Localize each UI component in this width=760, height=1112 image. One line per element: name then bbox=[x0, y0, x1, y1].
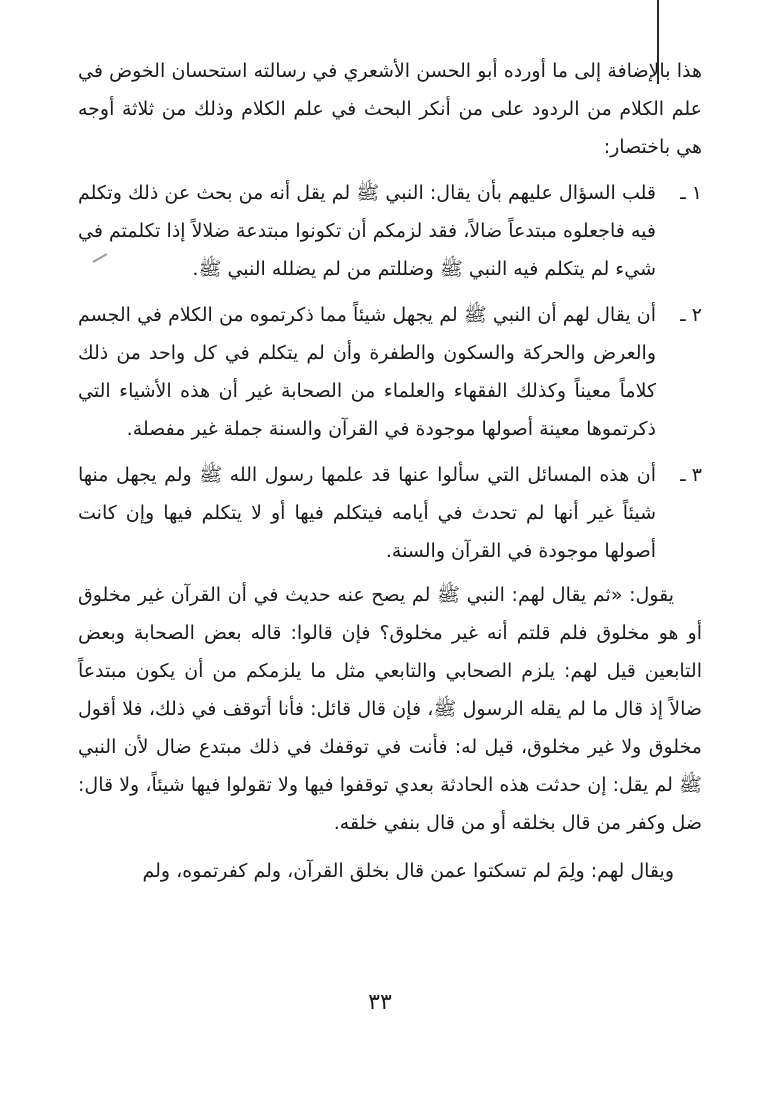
list-item-text: أن هذه المسائل التي سألوا عنها قد علمها رسول الله ﷺ ولم يجهل منها شيئاً غير أنها لم تحدث في أيامه فيتكلم فيها أو لا يتكلم فيها وإن كانت أصولها موجودة في القرآن والسنة. bbox=[78, 464, 656, 562]
page-number: ٣٣ bbox=[368, 990, 392, 1015]
list-item bbox=[78, 296, 702, 448]
closing-paragraph: ويقال لهم: ولِمَ لم تسكتوا عمن قال بخلق القرآن، ولم كفرتموه، ولم bbox=[142, 860, 674, 882]
page-body bbox=[78, 52, 702, 890]
intro-paragraph: هذا بالإضافة إلى ما أورده أبو الحسن الأشعري في رسالته استحسان الخوض في علم الكلام من الردود على من أنكر البحث في علم الكلام وذلك من ثلاثة أوجه هي باختصار: bbox=[78, 60, 702, 158]
list-item-number: ١ ـ bbox=[680, 182, 702, 204]
list-item-number: ٣ ـ bbox=[680, 464, 702, 486]
quote-paragraph: يقول: «ثم يقال لهم: النبي ﷺ لم يصح عنه حديث في أن القرآن غير مخلوق أو هو مخلوق فلم قلتم أنه غير مخلوق؟ فإن قالوا: قاله بعض الصحابة وبعض التابعين قيل لهم: يلزم الصحابي والتابعي مثل ما يلزمكم من أن يكون مبتدعاً ضالاً إذ قال ما لم يقله الرسول ﷺ، فإن قال قائل: فأنا أتوقف في ذلك، فلا أقول مخلوق ولا غير مخلوق، قيل له: فأنت في توقفك في ذلك مبتدع ضال لأن النبي ﷺ لم يقل: إن حدثت هذه الحادثة بعدي توقفوا فيها ولا تقولوا فيها شيئاً، ولا قال: ضل وكفر من قال بخلقه أو من قال بنفي خلقه. bbox=[78, 584, 702, 834]
list-item-text: أن يقال لهم أن النبي ﷺ لم يجهل شيئاً مما ذكرتموه من الكلام في الجسم والعرض والحركة والسكون والطفرة وأن لم يتكلم في كل واحد من ذلك كلاماً معيناً وكذلك الفقهاء والعلماء من الصحابة غير أن هذه الأشياء التي ذكرتموها معينة أصولها موجودة في القرآن والسنة جملة غير مفصلة. bbox=[78, 304, 656, 440]
list-item bbox=[78, 174, 702, 288]
list-item bbox=[78, 456, 702, 570]
list-item-number: ٢ ـ bbox=[680, 304, 702, 326]
list-item-text: قلب السؤال عليهم بأن يقال: النبي ﷺ لم يقل أنه من بحث عن ذلك وتكلم فيه فاجعلوه مبتدعاً ضالاً، فقد لزمكم أن تكونوا مبتدعة ضلالاً إذا تكلمتم في شيء لم يتكلم فيه النبي ﷺ وضللتم من لم يضلله النبي ﷺ. bbox=[78, 182, 656, 280]
